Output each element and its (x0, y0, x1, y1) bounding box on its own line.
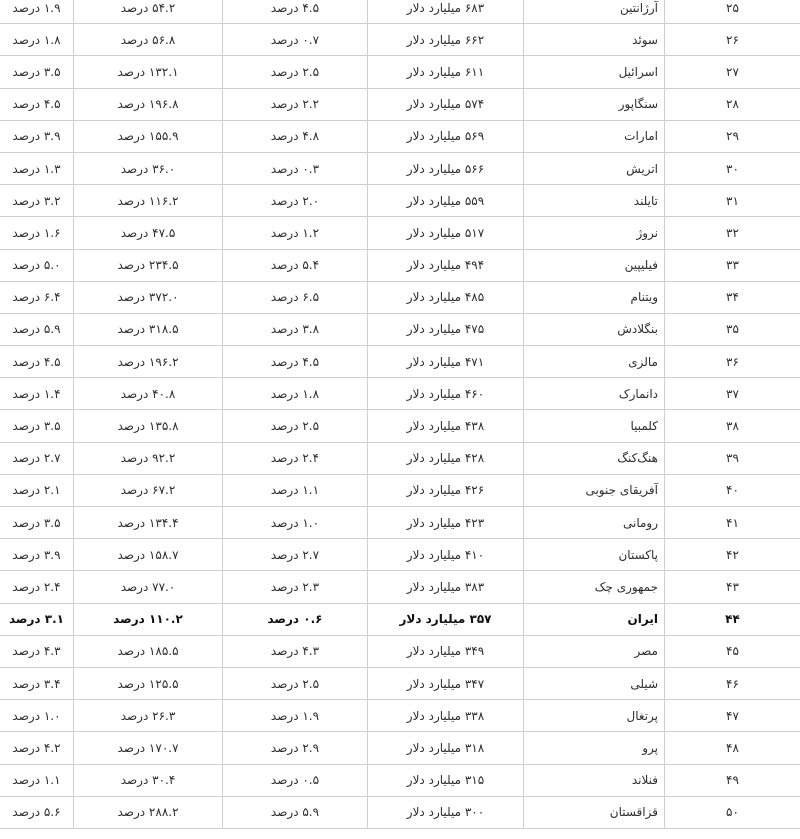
gdp-cell: ۵۶۶ میلیارد دلار (368, 152, 524, 184)
growth-cell: ۱.۸ درصد (223, 378, 368, 410)
debt-cell: ۲۸۸.۲ درصد (74, 796, 223, 828)
inflation-cell: ۲.۷ درصد (0, 442, 74, 474)
debt-cell: ۵۶.۸ درصد (74, 24, 223, 56)
growth-cell: ۴.۳ درصد (223, 635, 368, 667)
gdp-cell: ۵۷۴ میلیارد دلار (368, 88, 524, 120)
table-row (0, 410, 800, 442)
table-row (0, 88, 800, 120)
debt-cell: ۶۷.۲ درصد (74, 474, 223, 506)
inflation-cell: ۱.۴ درصد (0, 378, 74, 410)
gdp-cell: ۵۶۹ میلیارد دلار (368, 120, 524, 152)
table-row (0, 281, 800, 313)
debt-cell: ۷۷.۰ درصد (74, 571, 223, 603)
country-cell: ویتنام (524, 281, 665, 313)
growth-cell: ۶.۵ درصد (223, 281, 368, 313)
growth-cell: ۱.۹ درصد (223, 700, 368, 732)
table-row (0, 346, 800, 378)
inflation-cell: ۳.۴ درصد (0, 667, 74, 699)
rank-cell: ۲۷ (665, 56, 800, 88)
country-cell: تایلند (524, 185, 665, 217)
country-cell: مالزی (524, 346, 665, 378)
rank-cell: ۳۹ (665, 442, 800, 474)
growth-cell: ۰.۵ درصد (223, 764, 368, 796)
inflation-cell: ۳.۱ درصد (0, 603, 74, 635)
gdp-cell: ۳۱۸ میلیارد دلار (368, 732, 524, 764)
country-cell: جمهوری چک (524, 571, 665, 603)
debt-cell: ۱۱۰.۲ درصد (74, 603, 223, 635)
table-row (0, 474, 800, 506)
gdp-cell: ۴۷۱ میلیارد دلار (368, 346, 524, 378)
rank-cell: ۵۰ (665, 796, 800, 828)
country-cell: سنگاپور (524, 88, 665, 120)
gdp-cell: ۴۸۵ میلیارد دلار (368, 281, 524, 313)
country-cell: فیلیپین (524, 249, 665, 281)
debt-cell: ۱۵۸.۷ درصد (74, 539, 223, 571)
country-cell: پاکستان (524, 539, 665, 571)
debt-cell: ۴۷.۵ درصد (74, 217, 223, 249)
debt-cell: ۴۰.۸ درصد (74, 378, 223, 410)
growth-cell: ۱.۱ درصد (223, 474, 368, 506)
debt-cell: ۱۷۰.۷ درصد (74, 732, 223, 764)
country-cell: کلمبیا (524, 410, 665, 442)
country-cell: دانمارک (524, 378, 665, 410)
rank-cell: ۲۹ (665, 120, 800, 152)
rank-cell: ۳۰ (665, 152, 800, 184)
debt-cell: ۱۳۵.۸ درصد (74, 410, 223, 442)
gdp-cell: ۴۲۳ میلیارد دلار (368, 507, 524, 539)
growth-cell: ۱.۲ درصد (223, 217, 368, 249)
rank-cell: ۳۴ (665, 281, 800, 313)
inflation-cell: ۲.۴ درصد (0, 571, 74, 603)
rank-cell: ۳۵ (665, 313, 800, 345)
table-row (0, 539, 800, 571)
growth-cell: ۲.۰ درصد (223, 185, 368, 217)
table-row (0, 0, 800, 24)
debt-cell: ۱۹۶.۲ درصد (74, 346, 223, 378)
debt-cell: ۱۹۶.۸ درصد (74, 88, 223, 120)
table-row (0, 120, 800, 152)
rank-cell: ۴۱ (665, 507, 800, 539)
debt-cell: ۲۶.۳ درصد (74, 700, 223, 732)
growth-cell: ۵.۹ درصد (223, 796, 368, 828)
inflation-cell: ۳.۵ درصد (0, 507, 74, 539)
gdp-cell: ۳۱۵ میلیارد دلار (368, 764, 524, 796)
table-row (0, 732, 800, 764)
debt-cell: ۱۵۵.۹ درصد (74, 120, 223, 152)
rank-cell: ۴۴ (665, 603, 800, 635)
country-cell: شیلی (524, 667, 665, 699)
gdp-cell: ۴۱۰ میلیارد دلار (368, 539, 524, 571)
inflation-cell: ۱.۳ درصد (0, 152, 74, 184)
growth-cell: ۰.۷ درصد (223, 24, 368, 56)
debt-cell: ۱۱۶.۲ درصد (74, 185, 223, 217)
country-cell: نروژ (524, 217, 665, 249)
rank-cell: ۴۶ (665, 667, 800, 699)
debt-cell: ۱۳۲.۱ درصد (74, 56, 223, 88)
gdp-cell: ۴۷۵ میلیارد دلار (368, 313, 524, 345)
gdp-cell: ۳۸۳ میلیارد دلار (368, 571, 524, 603)
gdp-cell: ۶۱۱ میلیارد دلار (368, 56, 524, 88)
table-row (0, 185, 800, 217)
table-row (0, 796, 800, 828)
growth-cell: ۲.۵ درصد (223, 410, 368, 442)
gdp-cell: ۴۲۸ میلیارد دلار (368, 442, 524, 474)
gdp-cell: ۴۶۰ میلیارد دلار (368, 378, 524, 410)
table-row (0, 764, 800, 796)
growth-cell: ۳.۸ درصد (223, 313, 368, 345)
rank-cell: ۴۲ (665, 539, 800, 571)
gdp-cell: ۴۳۸ میلیارد دلار (368, 410, 524, 442)
table-row (0, 152, 800, 184)
table-row (0, 442, 800, 474)
debt-cell: ۳۷۲.۰ درصد (74, 281, 223, 313)
rank-cell: ۳۷ (665, 378, 800, 410)
country-cell: قزاقستان (524, 796, 665, 828)
growth-cell: ۱.۰ درصد (223, 507, 368, 539)
inflation-cell: ۲.۱ درصد (0, 474, 74, 506)
inflation-cell: ۳.۹ درصد (0, 120, 74, 152)
rank-cell: ۳۱ (665, 185, 800, 217)
table-row (0, 571, 800, 603)
debt-cell: ۳۱۸.۵ درصد (74, 313, 223, 345)
inflation-cell: ۵.۶ درصد (0, 796, 74, 828)
gdp-cell: ۳۳۸ میلیارد دلار (368, 700, 524, 732)
inflation-cell: ۴.۵ درصد (0, 346, 74, 378)
gdp-cell: ۴۹۴ میلیارد دلار (368, 249, 524, 281)
inflation-cell: ۳.۲ درصد (0, 185, 74, 217)
gdp-cell: ۳۰۰ میلیارد دلار (368, 796, 524, 828)
country-cell: مصر (524, 635, 665, 667)
inflation-cell: ۵.۰ درصد (0, 249, 74, 281)
table-row (0, 217, 800, 249)
table-row (0, 667, 800, 699)
country-cell: امارات (524, 120, 665, 152)
rank-cell: ۳۳ (665, 249, 800, 281)
debt-cell: ۵۴.۲ درصد (74, 0, 223, 24)
gdp-cell: ۳۴۹ میلیارد دلار (368, 635, 524, 667)
growth-cell: ۲.۹ درصد (223, 732, 368, 764)
table-row (0, 56, 800, 88)
gdp-cell: ۶۸۳ میلیارد دلار (368, 0, 524, 24)
country-cell: فنلاند (524, 764, 665, 796)
growth-cell: ۰.۳ درصد (223, 152, 368, 184)
country-cell: آفریقای جنوبی (524, 474, 665, 506)
inflation-cell: ۱.۱ درصد (0, 764, 74, 796)
gdp-cell: ۶۶۲ میلیارد دلار (368, 24, 524, 56)
country-cell: اسرائیل (524, 56, 665, 88)
growth-cell: ۴.۵ درصد (223, 0, 368, 24)
growth-cell: ۴.۸ درصد (223, 120, 368, 152)
rank-cell: ۴۸ (665, 732, 800, 764)
inflation-cell: ۴.۲ درصد (0, 732, 74, 764)
inflation-cell: ۵.۹ درصد (0, 313, 74, 345)
table-row (0, 378, 800, 410)
inflation-cell: ۱.۶ درصد (0, 217, 74, 249)
table-row (0, 249, 800, 281)
debt-cell: ۲۳۴.۵ درصد (74, 249, 223, 281)
growth-cell: ۲.۵ درصد (223, 667, 368, 699)
rank-cell: ۲۸ (665, 88, 800, 120)
rank-cell: ۴۷ (665, 700, 800, 732)
rank-cell: ۴۵ (665, 635, 800, 667)
table-row (0, 507, 800, 539)
rank-cell: ۲۵ (665, 0, 800, 24)
country-cell: ایران (524, 603, 665, 635)
table-row-highlighted (0, 603, 800, 635)
debt-cell: ۱۸۵.۵ درصد (74, 635, 223, 667)
inflation-cell: ۳.۵ درصد (0, 56, 74, 88)
country-cell: آرژانتین (524, 0, 665, 24)
table-row (0, 635, 800, 667)
gdp-cell: ۴۲۶ میلیارد دلار (368, 474, 524, 506)
country-cell: پرتغال (524, 700, 665, 732)
inflation-cell: ۳.۵ درصد (0, 410, 74, 442)
inflation-cell: ۱.۹ درصد (0, 0, 74, 24)
growth-cell: ۲.۴ درصد (223, 442, 368, 474)
rank-cell: ۲۶ (665, 24, 800, 56)
rank-cell: ۳۸ (665, 410, 800, 442)
inflation-cell: ۶.۴ درصد (0, 281, 74, 313)
growth-cell: ۲.۵ درصد (223, 56, 368, 88)
rank-cell: ۳۶ (665, 346, 800, 378)
country-cell: سوئد (524, 24, 665, 56)
growth-cell: ۲.۲ درصد (223, 88, 368, 120)
table-row (0, 700, 800, 732)
growth-cell: ۲.۳ درصد (223, 571, 368, 603)
inflation-cell: ۱.۸ درصد (0, 24, 74, 56)
rank-cell: ۴۹ (665, 764, 800, 796)
inflation-cell: ۴.۳ درصد (0, 635, 74, 667)
inflation-cell: ۱.۰ درصد (0, 700, 74, 732)
debt-cell: ۳۰.۴ درصد (74, 764, 223, 796)
rank-cell: ۴۰ (665, 474, 800, 506)
table-row (0, 24, 800, 56)
rank-cell: ۴۳ (665, 571, 800, 603)
gdp-cell: ۳۵۷ میلیارد دلار (368, 603, 524, 635)
country-cell: رومانی (524, 507, 665, 539)
debt-cell: ۹۲.۲ درصد (74, 442, 223, 474)
table-row (0, 313, 800, 345)
growth-cell: ۴.۵ درصد (223, 346, 368, 378)
gdp-cell: ۵۵۹ میلیارد دلار (368, 185, 524, 217)
gdp-cell: ۳۴۷ میلیارد دلار (368, 667, 524, 699)
growth-cell: ۰.۶ درصد (223, 603, 368, 635)
growth-cell: ۵.۴ درصد (223, 249, 368, 281)
country-cell: هنگ‌کنگ (524, 442, 665, 474)
inflation-cell: ۴.۵ درصد (0, 88, 74, 120)
country-cell: بنگلادش (524, 313, 665, 345)
country-cell: اتریش (524, 152, 665, 184)
debt-cell: ۱۳۴.۴ درصد (74, 507, 223, 539)
debt-cell: ۳۶.۰ درصد (74, 152, 223, 184)
debt-cell: ۱۲۵.۵ درصد (74, 667, 223, 699)
growth-cell: ۲.۷ درصد (223, 539, 368, 571)
inflation-cell: ۳.۹ درصد (0, 539, 74, 571)
country-cell: پرو (524, 732, 665, 764)
rank-cell: ۳۲ (665, 217, 800, 249)
gdp-cell: ۵۱۷ میلیارد دلار (368, 217, 524, 249)
